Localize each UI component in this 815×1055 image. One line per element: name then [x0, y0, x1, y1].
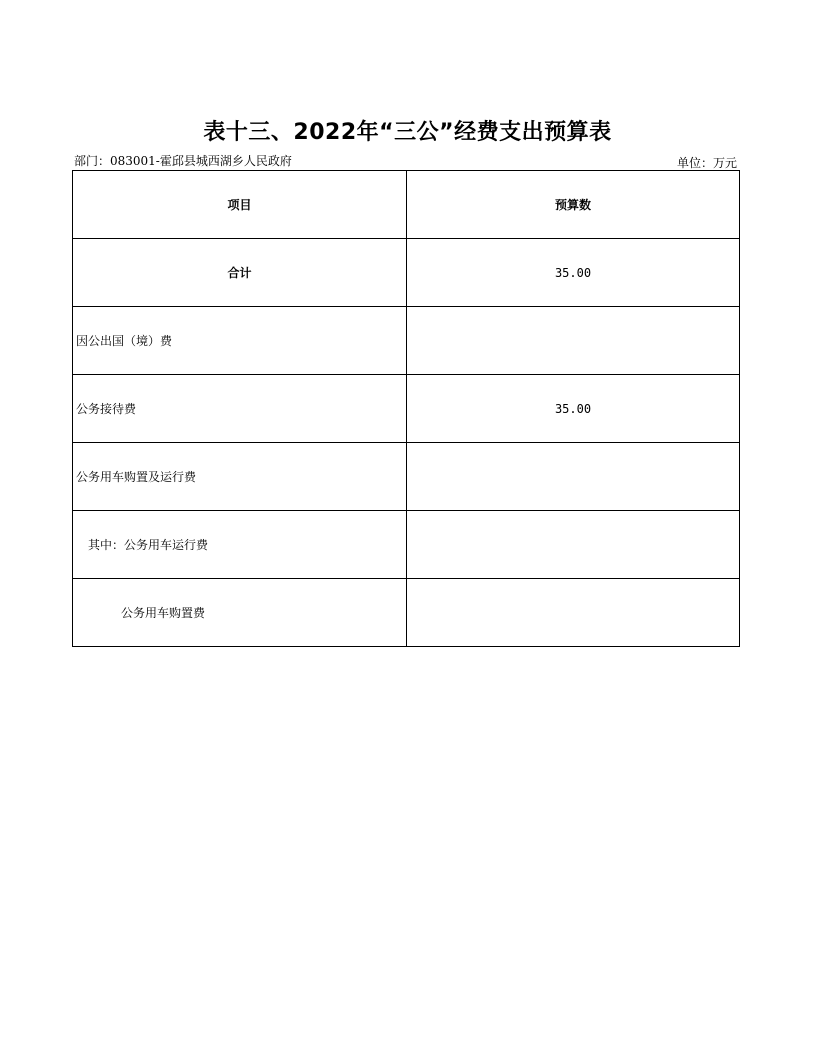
row-amount-vehicle-purchase: [407, 579, 740, 647]
table-row-vehicle: [73, 443, 740, 511]
table-header-row: [73, 171, 740, 239]
row-label-overseas: 因公出国（境）费: [73, 307, 407, 375]
table-row-reception: [73, 375, 740, 443]
table-row-overseas: [73, 307, 740, 375]
row-label-reception: 公务接待费: [73, 375, 407, 443]
table-row-vehicle-operation: [73, 511, 740, 579]
row-label-vehicle: 公务用车购置及运行费: [73, 443, 407, 511]
row-amount-total: 35.00: [407, 239, 740, 307]
budget-table: [72, 170, 740, 647]
unit-label: 单位：万元: [676, 156, 737, 170]
row-amount-vehicle: [407, 443, 740, 511]
row-label-total: 合计: [73, 239, 407, 307]
document-title: 表十三、2022年“三公”经费支出预算表: [203, 120, 612, 145]
table-row-total: [73, 239, 740, 307]
header-item: 项目: [73, 171, 407, 239]
row-amount-overseas: [407, 307, 740, 375]
row-label-vehicle-purchase: 公务用车购置费: [73, 579, 407, 647]
row-amount-vehicle-operation: [407, 511, 740, 579]
row-label-vehicle-operation: 其中：公务用车运行费: [73, 511, 407, 579]
row-amount-reception: 35.00: [407, 375, 740, 443]
department-label: 部门：083001-霍邱县城西湖乡人民政府: [74, 154, 292, 168]
table-row-vehicle-purchase: [73, 579, 740, 647]
header-amount: 预算数: [407, 171, 740, 239]
